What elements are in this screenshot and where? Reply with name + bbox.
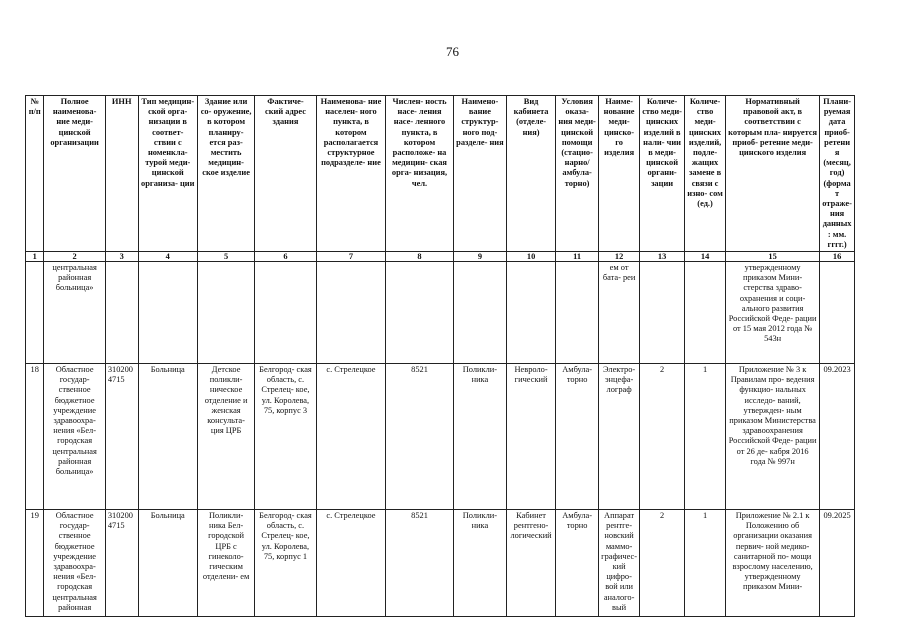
cell-date bbox=[820, 262, 855, 364]
cell-num: 18 bbox=[26, 364, 44, 510]
cell-population: 8521 bbox=[386, 510, 454, 617]
column-number: 16 bbox=[820, 252, 855, 262]
cell-qty-have bbox=[640, 262, 685, 364]
header-cell: Наимено- вание структур- ного под- разделе- ния bbox=[453, 96, 506, 252]
cell-org: Областное государ- ственное бюджетное учреждение здравоохра- нения «Бел- городская центральная районная bbox=[44, 510, 105, 617]
header-cell: Здание или со- оружение, в котором планиру- ется раз- местить медицин- ское изделие bbox=[197, 96, 254, 252]
table-row bbox=[26, 262, 855, 364]
header-cell: Числен- ность насе- ления насе- ленного пункта, в котором расположе- на медицин- ская орга- низация, чел. bbox=[386, 96, 454, 252]
page-number: 76 bbox=[446, 44, 459, 59]
medical-devices-table bbox=[25, 95, 855, 617]
header-cell: Вид кабинета (отделе- ния) bbox=[507, 96, 556, 252]
cell-locality bbox=[316, 262, 386, 364]
column-number: 2 bbox=[44, 252, 105, 262]
cell-qty-replace bbox=[685, 262, 726, 364]
column-number: 3 bbox=[105, 252, 138, 262]
cell-population: 8521 bbox=[386, 364, 454, 510]
cell-population bbox=[386, 262, 454, 364]
cell-act: утвержденному приказом Мини- стерства здраво- охранения и соци- ального развития Российской Феде- рации от 15 мая 2012 года № 543н bbox=[726, 262, 820, 364]
column-number: 10 bbox=[507, 252, 556, 262]
header-cell: № п/п bbox=[26, 96, 44, 252]
header-cell: Количе- ство меди- цинских изделий, подле- жащих замене в связи с изно- сом (ед.) bbox=[685, 96, 726, 252]
cell-conditions: Амбула- торно bbox=[556, 510, 599, 617]
cell-act: Приложение № 3 к Правилам про- ведения функцио- нальных исследо- ваний, утвержден- ным приказом Министерства здравоохранения Российской Феде- рации от 26 де- кабря 2016 года № 997н bbox=[726, 364, 820, 510]
cell-device: ем от бата- реи bbox=[599, 262, 640, 364]
column-number: 5 bbox=[197, 252, 254, 262]
cell-unit bbox=[453, 262, 506, 364]
cell-date: 09.2025 bbox=[820, 510, 855, 617]
cell-unit: Поликли- ника bbox=[453, 510, 506, 617]
header-cell: Наиме- нование меди- цинско- го изделия bbox=[599, 96, 640, 252]
cell-cabinet: Невроло- гический bbox=[507, 364, 556, 510]
cell-device: Электро- энцефа- лограф bbox=[599, 364, 640, 510]
header-cell: Количе- ство меди- цинских изделий в нали- чии в меди- цинской органи- зации bbox=[640, 96, 685, 252]
header-cell: Условия оказа- ния меди- цинской помощи (стацио- нарно/ амбула- торно) bbox=[556, 96, 599, 252]
cell-org: центральная районная больница» bbox=[44, 262, 105, 364]
table-row bbox=[26, 364, 855, 510]
cell-act: Приложение № 2.1 к Положению об организации оказания первич- ной медико- санитарной по- мощи взрослому населению, утвержденному приказом Мини- bbox=[726, 510, 820, 617]
header-cell: Наименова- ние населен- ного пункта, в котором располагается структурное подразделе- ние bbox=[316, 96, 386, 252]
column-number: 4 bbox=[138, 252, 197, 262]
cell-cabinet bbox=[507, 262, 556, 364]
cell-cabinet: Кабинет рентгено- логический bbox=[507, 510, 556, 617]
cell-building: Поликли- ника Бел- городской ЦРБ с гинеколо- гическим отделени- ем bbox=[197, 510, 254, 617]
cell-type: Больница bbox=[138, 364, 197, 510]
cell-inn: 310200 4715 bbox=[105, 364, 138, 510]
column-number: 7 bbox=[316, 252, 386, 262]
cell-org: Областное государ- ственное бюджетное учреждение здравоохра- нения «Бел- городская центральная районная больница» bbox=[44, 364, 105, 510]
header-cell: ИНН bbox=[105, 96, 138, 252]
column-number: 1 bbox=[26, 252, 44, 262]
column-number-row bbox=[26, 252, 855, 262]
cell-building: Детское поликли- ническое отделение и женская консульта- ция ЦРБ bbox=[197, 364, 254, 510]
cell-locality: с. Стрелецкое bbox=[316, 510, 386, 617]
header-cell: Полное наименова- ние меди- цинской организации bbox=[44, 96, 105, 252]
cell-type: Больница bbox=[138, 510, 197, 617]
cell-date: 09.2023 bbox=[820, 364, 855, 510]
cell-num bbox=[26, 262, 44, 364]
column-number: 14 bbox=[685, 252, 726, 262]
column-number: 15 bbox=[726, 252, 820, 262]
cell-address: Белгород- ская область, с. Стрелец- кое, ул. Королева, 75, корпус 1 bbox=[255, 510, 316, 617]
cell-qty-replace: 1 bbox=[685, 364, 726, 510]
column-number: 12 bbox=[599, 252, 640, 262]
column-number: 8 bbox=[386, 252, 454, 262]
header-cell: Плани- руемая дата приоб- ретения (месяц, год) (формат отраже- ния данных: мм. гггг.) bbox=[820, 96, 855, 252]
cell-device: Аппарат рентге- новский маммо- графичес- кий цифро- вой или аналого- вый bbox=[599, 510, 640, 617]
cell-building bbox=[197, 262, 254, 364]
column-number: 11 bbox=[556, 252, 599, 262]
cell-inn: 310200 4715 bbox=[105, 510, 138, 617]
header-cell: Тип медицин- ской орга- низации в соответ- ствии с номенкла- турой меди- цинской организа- ции bbox=[138, 96, 197, 252]
cell-locality: с. Стрелецкое bbox=[316, 364, 386, 510]
table-row bbox=[26, 510, 855, 617]
cell-inn bbox=[105, 262, 138, 364]
cell-qty-have: 2 bbox=[640, 364, 685, 510]
cell-conditions bbox=[556, 262, 599, 364]
cell-qty-replace: 1 bbox=[685, 510, 726, 617]
column-number: 6 bbox=[255, 252, 316, 262]
cell-qty-have: 2 bbox=[640, 510, 685, 617]
header-row bbox=[26, 96, 855, 252]
cell-unit: Поликли- ника bbox=[453, 364, 506, 510]
cell-address bbox=[255, 262, 316, 364]
cell-type bbox=[138, 262, 197, 364]
column-number: 9 bbox=[453, 252, 506, 262]
header-cell: Фактиче- ский адрес здания bbox=[255, 96, 316, 252]
cell-num: 19 bbox=[26, 510, 44, 617]
cell-conditions: Амбула- торно bbox=[556, 364, 599, 510]
column-number: 13 bbox=[640, 252, 685, 262]
header-cell: Нормативный правовой акт, в соответствии с которым пла- нируется приоб- ретение меди- цинского изделия bbox=[726, 96, 820, 252]
cell-address: Белгород- ская область, с. Стрелец- кое, ул. Королева, 75, корпус 3 bbox=[255, 364, 316, 510]
